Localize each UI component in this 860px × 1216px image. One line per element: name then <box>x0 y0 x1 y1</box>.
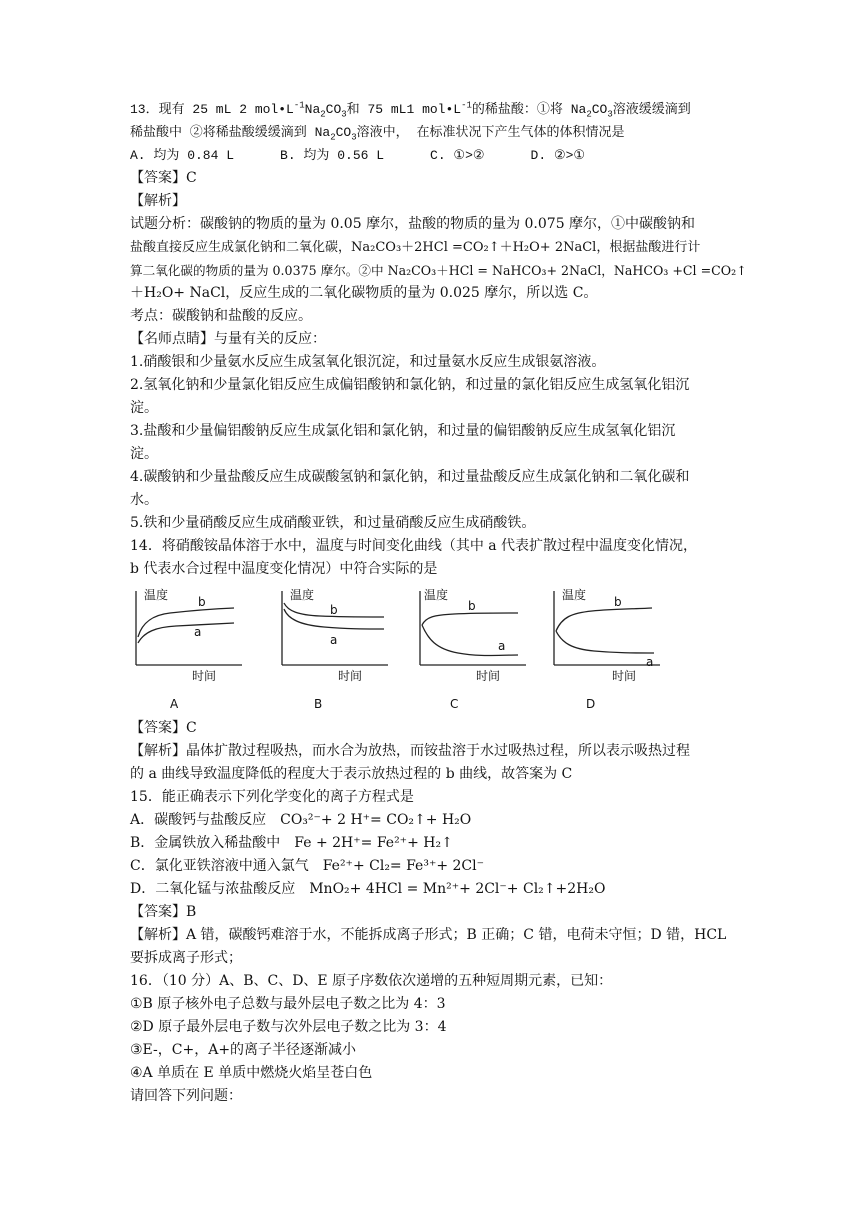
document-page <box>130 98 747 1108</box>
graph-b-xlabel: 时间 <box>338 669 363 683</box>
graph-a-letter: A <box>170 697 179 711</box>
graph-d-label-a: a <box>646 655 654 669</box>
tip-head: 【名师点睛】与量有关的反应： <box>130 331 326 347</box>
q14-answer: 【答案】C <box>130 720 197 736</box>
q15-option-b: B．金属铁放入稀盐酸中 Fe + 2H⁺= Fe²⁺+ H₂↑ <box>130 835 453 851</box>
q16-condition-1: ①B 原子核外电子总数与最外层电子数之比为 4：3 <box>130 996 446 1012</box>
graph-b-label-a: a <box>330 633 338 647</box>
tip-1: 1.硝酸银和少量氨水反应生成氢氧化银沉淀，和过量氨水反应生成银氨溶液。 <box>130 354 606 370</box>
q15-stem: 15．能正确表示下列化学变化的离子方程式是 <box>130 789 414 805</box>
tip-3b: 淀。 <box>130 446 158 462</box>
tip-2a: 2.氢氧化钠和少量氯化铝反应生成偏铝酸钠和氯化钠，和过量的氯化铝反应生成氢氧化铝沉 <box>130 377 690 393</box>
q16-stem: 16．（10 分）A、B、C、D、E 原子序数依次递增的五种短周期元素，已知： <box>130 973 613 989</box>
q15-analysis-1: 【解析】A 错，碳酸钙难溶于水，不能拆成离子形式；B 正确；C 错，电荷未守恒；D 错，HCL <box>130 927 727 943</box>
q14-analysis-2: 的 a 曲线导致温度降低的程度大于表示放热过程的 b 曲线，故答案为 C <box>130 766 573 782</box>
q15-option-a: A．碳酸钙与盐酸反应 CO₃²⁻+ 2 H⁺= CO₂↑+ H₂O <box>130 812 472 828</box>
tip-4b: 水。 <box>130 492 158 508</box>
tip-4a: 4.碳酸钠和少量盐酸反应生成碳酸氢钠和氯化钠，和过量盐酸反应生成氯化钠和二氧化碳和 <box>130 469 690 485</box>
q13-analysis-3: 算二氧化碳的物质的量为 0.0375 摩尔。②中 Na₂CO₃＋HCl = NaHCO₃+ 2NaCl，NaHCO₃ +Cl =CO₂↑ <box>130 263 747 278</box>
graph-b-ylabel: 温度 <box>290 588 315 602</box>
graph-c-letter: C <box>450 697 459 711</box>
graph-a-label-a: a <box>194 625 202 639</box>
q15-analysis-2: 要拆成离子形式； <box>130 950 242 966</box>
q15-option-d: D．二氧化锰与浓盐酸反应 MnO₂+ 4HCl = Mn²⁺+ 2Cl⁻+ Cl₂↑+2H₂O <box>130 881 606 897</box>
graph-d-xlabel: 时间 <box>612 669 637 683</box>
q16-ask: 请回答下列问题： <box>130 1088 242 1104</box>
q13-option-a: A. 均为 0.84 L <box>130 148 235 163</box>
tip-3a: 3.盐酸和少量偏铝酸钠反应生成氯化铝和氯化钠，和过量的偏铝酸钠反应生成氢氧化铝沉 <box>130 423 676 439</box>
graph-a-curve-a <box>138 623 234 643</box>
q14-stem-2: b 代表水合过程中温度变化情况）中符合实际的是 <box>130 561 438 577</box>
q14-analysis-1: 【解析】晶体扩散过程吸热，而水合为放热，而铵盐溶于水过吸热过程，所以表示吸热过程 <box>130 743 690 759</box>
q13-analysis-4: ＋H₂O+ NaCl，反应生成的二氧化碳物质的量为 0.025 摩尔，所以选 C。 <box>130 285 598 301</box>
q13-option-c: C. ①>② <box>430 148 485 163</box>
q13-option-d: D. ②>① <box>530 148 586 163</box>
graph-a-label-b: b <box>198 595 206 609</box>
q13-analysis-head: 【解析】 <box>130 193 186 209</box>
q13-option-b: B. 均为 0.56 L <box>280 148 385 163</box>
q13-analysis-2: 盐酸直接反应生成氯化钠和二氧化碳，Na₂CO₃＋2HCl =CO₂↑＋H₂O+ 2NaCl，根据盐酸进行计 <box>130 240 701 255</box>
tip-5: 5.铁和少量硝酸反应生成硝酸亚铁，和过量硝酸反应生成硝酸铁。 <box>130 515 536 531</box>
q13-options <box>130 144 740 167</box>
q13-stem-line-1: 13．现有 25 mL 2 $mol•L^{-1}Na_2CO_3$和 75 mL1 $mol•L^{-1}$的稀盐酸：①将 $Na_2CO_3$溶液缓缓滴到 <box>130 100 691 120</box>
q15-option-c: C．氯化亚铁溶液中通入氯气 Fe²⁺+ Cl₂= Fe³⁺+ 2Cl⁻ <box>130 858 485 874</box>
q14-graphs <box>130 587 740 713</box>
graph-b-letter: B <box>314 697 323 711</box>
q13-answer: 【答案】C <box>130 170 197 186</box>
q13-kaodian: 考点：碳酸钠和盐酸的反应。 <box>130 308 312 324</box>
tip-2b: 淀。 <box>130 400 158 416</box>
graph-d-label-b: b <box>614 595 622 609</box>
graph-d-curve-a <box>556 631 654 653</box>
graph-b-label-b: b <box>330 603 338 617</box>
graph-d-letter: D <box>586 697 596 711</box>
graph-c-label-a: a <box>498 639 506 653</box>
q16-condition-4: ④A 单质在 E 单质中燃烧火焰呈苍白色 <box>130 1065 373 1081</box>
q16-condition-3: ③E-，C+，A+的离子半径逐渐减小 <box>130 1042 357 1058</box>
q13-analysis-1: 试题分析：碳酸钠的物质的量为 0.05 摩尔，盐酸的物质的量为 0.075 摩尔，①中碳酸钠和 <box>130 216 696 232</box>
graph-d-curve-b <box>556 608 652 631</box>
graph-c-xlabel: 时间 <box>476 669 501 683</box>
q16-condition-2: ②D 原子最外层电子数与次外层电子数之比为 3：4 <box>130 1019 447 1035</box>
graph-c-label-b: b <box>468 599 476 613</box>
graph-a-curve-b <box>138 608 234 637</box>
graph-a-xlabel: 时间 <box>192 669 217 683</box>
graph-a <box>130 587 260 713</box>
q13-stem-line-2: 稀盐酸中 ②将稀盐酸缓缓滴到 $Na_2CO_3$溶液中， 在标准状况下产生气体的体积情况是 <box>130 125 625 143</box>
graph-b <box>276 587 406 713</box>
graph-c-ylabel: 温度 <box>424 588 449 602</box>
graph-c <box>414 587 544 713</box>
graph-a-ylabel: 温度 <box>144 588 169 602</box>
graph-d <box>548 587 678 713</box>
q14-stem-1: 14．将硝酸铵晶体溶于水中，温度与时间变化曲线（其中 a 代表扩散过程中温度变化情况， <box>130 538 698 554</box>
q15-answer: 【答案】B <box>130 904 197 920</box>
graph-d-ylabel: 温度 <box>562 588 587 602</box>
